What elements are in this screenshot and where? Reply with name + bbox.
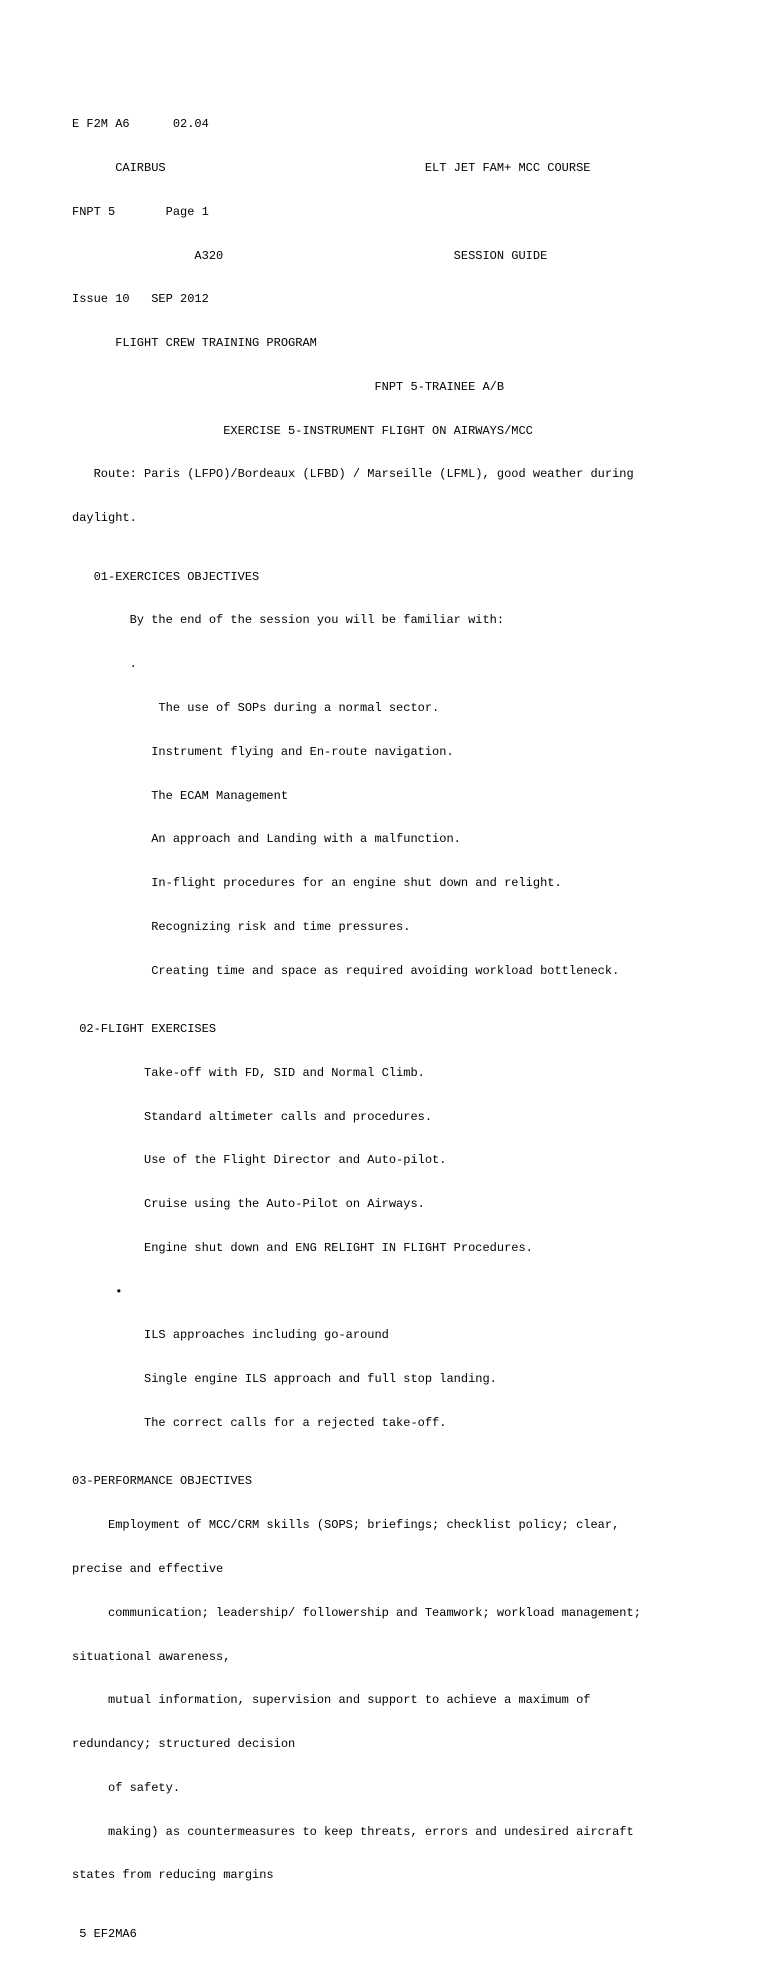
objectives-intro: By the end of the session you will be familiar with: bbox=[72, 613, 505, 628]
performance-line: Employment of MCC/CRM skills (SOPS; briefings; checklist policy; clear, bbox=[72, 1518, 620, 1533]
flight-exercise-item: Cruise using the Auto-Pilot on Airways. bbox=[72, 1197, 425, 1212]
performance-heading: 03-PERFORMANCE OBJECTIVES bbox=[72, 1474, 253, 1489]
flight-exercise-item: Single engine ILS approach and full stop landing. bbox=[72, 1372, 497, 1387]
route-line-1: Route: Paris (LFPO)/Bordeaux (LFBD) / Marseille (LFML), good weather during bbox=[72, 467, 634, 482]
objective-item: The ECAM Management bbox=[72, 788, 289, 803]
flight-exercise-item: Engine shut down and ENG RELIGHT IN FLIGHT Procedures. bbox=[72, 1240, 533, 1255]
performance-line: precise and effective bbox=[72, 1561, 224, 1576]
flight-exercise-item: Use of the Flight Director and Auto-pilot. bbox=[72, 1153, 447, 1168]
header-issue-line: Issue 10 SEP 2012 bbox=[72, 292, 209, 307]
header-trainee-line: FNPT 5-TRAINEE A/B bbox=[72, 379, 505, 394]
objective-item: Creating time and space as required avoiding workload bottleneck. bbox=[72, 963, 620, 978]
objective-item: Recognizing risk and time pressures. bbox=[72, 919, 411, 934]
performance-line: states from reducing margins bbox=[72, 1868, 274, 1883]
header-code-line: E F2M A6 02.04 bbox=[72, 117, 209, 132]
flight-exercise-item: The correct calls for a rejected take-off. bbox=[72, 1416, 447, 1431]
performance-line: making) as countermeasures to keep threats, errors and undesired aircraft bbox=[72, 1824, 634, 1839]
header-a320-guide-line: A320 SESSION GUIDE bbox=[72, 248, 548, 263]
performance-line: situational awareness, bbox=[72, 1649, 231, 1664]
header-fnpt-page-line: FNPT 5 Page 1 bbox=[72, 204, 209, 219]
performance-line: redundancy; structured decision bbox=[72, 1737, 296, 1752]
document-body bbox=[72, 88, 712, 1971]
page-footer: 5 EF2MA6 bbox=[72, 1926, 137, 1941]
exercise-title: EXERCISE 5-INSTRUMENT FLIGHT ON AIRWAYS/MCC bbox=[72, 423, 533, 438]
flight-exercise-item: ILS approaches including go-around bbox=[72, 1328, 389, 1343]
performance-line: of safety. bbox=[72, 1780, 181, 1795]
performance-line: mutual information, supervision and support to achieve a maximum of bbox=[72, 1693, 591, 1708]
header-airbus-course-line: CAIRBUS ELT JET FAM+ MCC COURSE bbox=[72, 160, 591, 175]
flight-exercises-bullet: • bbox=[72, 1284, 123, 1299]
objectives-heading: 01-EXERCICES OBJECTIVES bbox=[72, 569, 260, 584]
header-program-line: FLIGHT CREW TRAINING PROGRAM bbox=[72, 336, 317, 351]
flight-exercise-item: Standard altimeter calls and procedures. bbox=[72, 1109, 433, 1124]
objective-item: In-flight procedures for an engine shut down and relight. bbox=[72, 876, 562, 891]
flight-exercise-item: Take-off with FD, SID and Normal Climb. bbox=[72, 1065, 425, 1080]
objective-item: Instrument flying and En-route navigation. bbox=[72, 744, 454, 759]
objectives-bullet: . bbox=[72, 657, 137, 672]
flight-exercises-heading: 02-FLIGHT EXERCISES bbox=[72, 1022, 217, 1036]
route-line-2: daylight. bbox=[72, 511, 137, 526]
objective-item: The use of SOPs during a normal sector. bbox=[72, 700, 440, 715]
performance-line: communication; leadership/ followership and Teamwork; workload management; bbox=[72, 1605, 641, 1620]
objective-item: An approach and Landing with a malfunction. bbox=[72, 832, 461, 847]
